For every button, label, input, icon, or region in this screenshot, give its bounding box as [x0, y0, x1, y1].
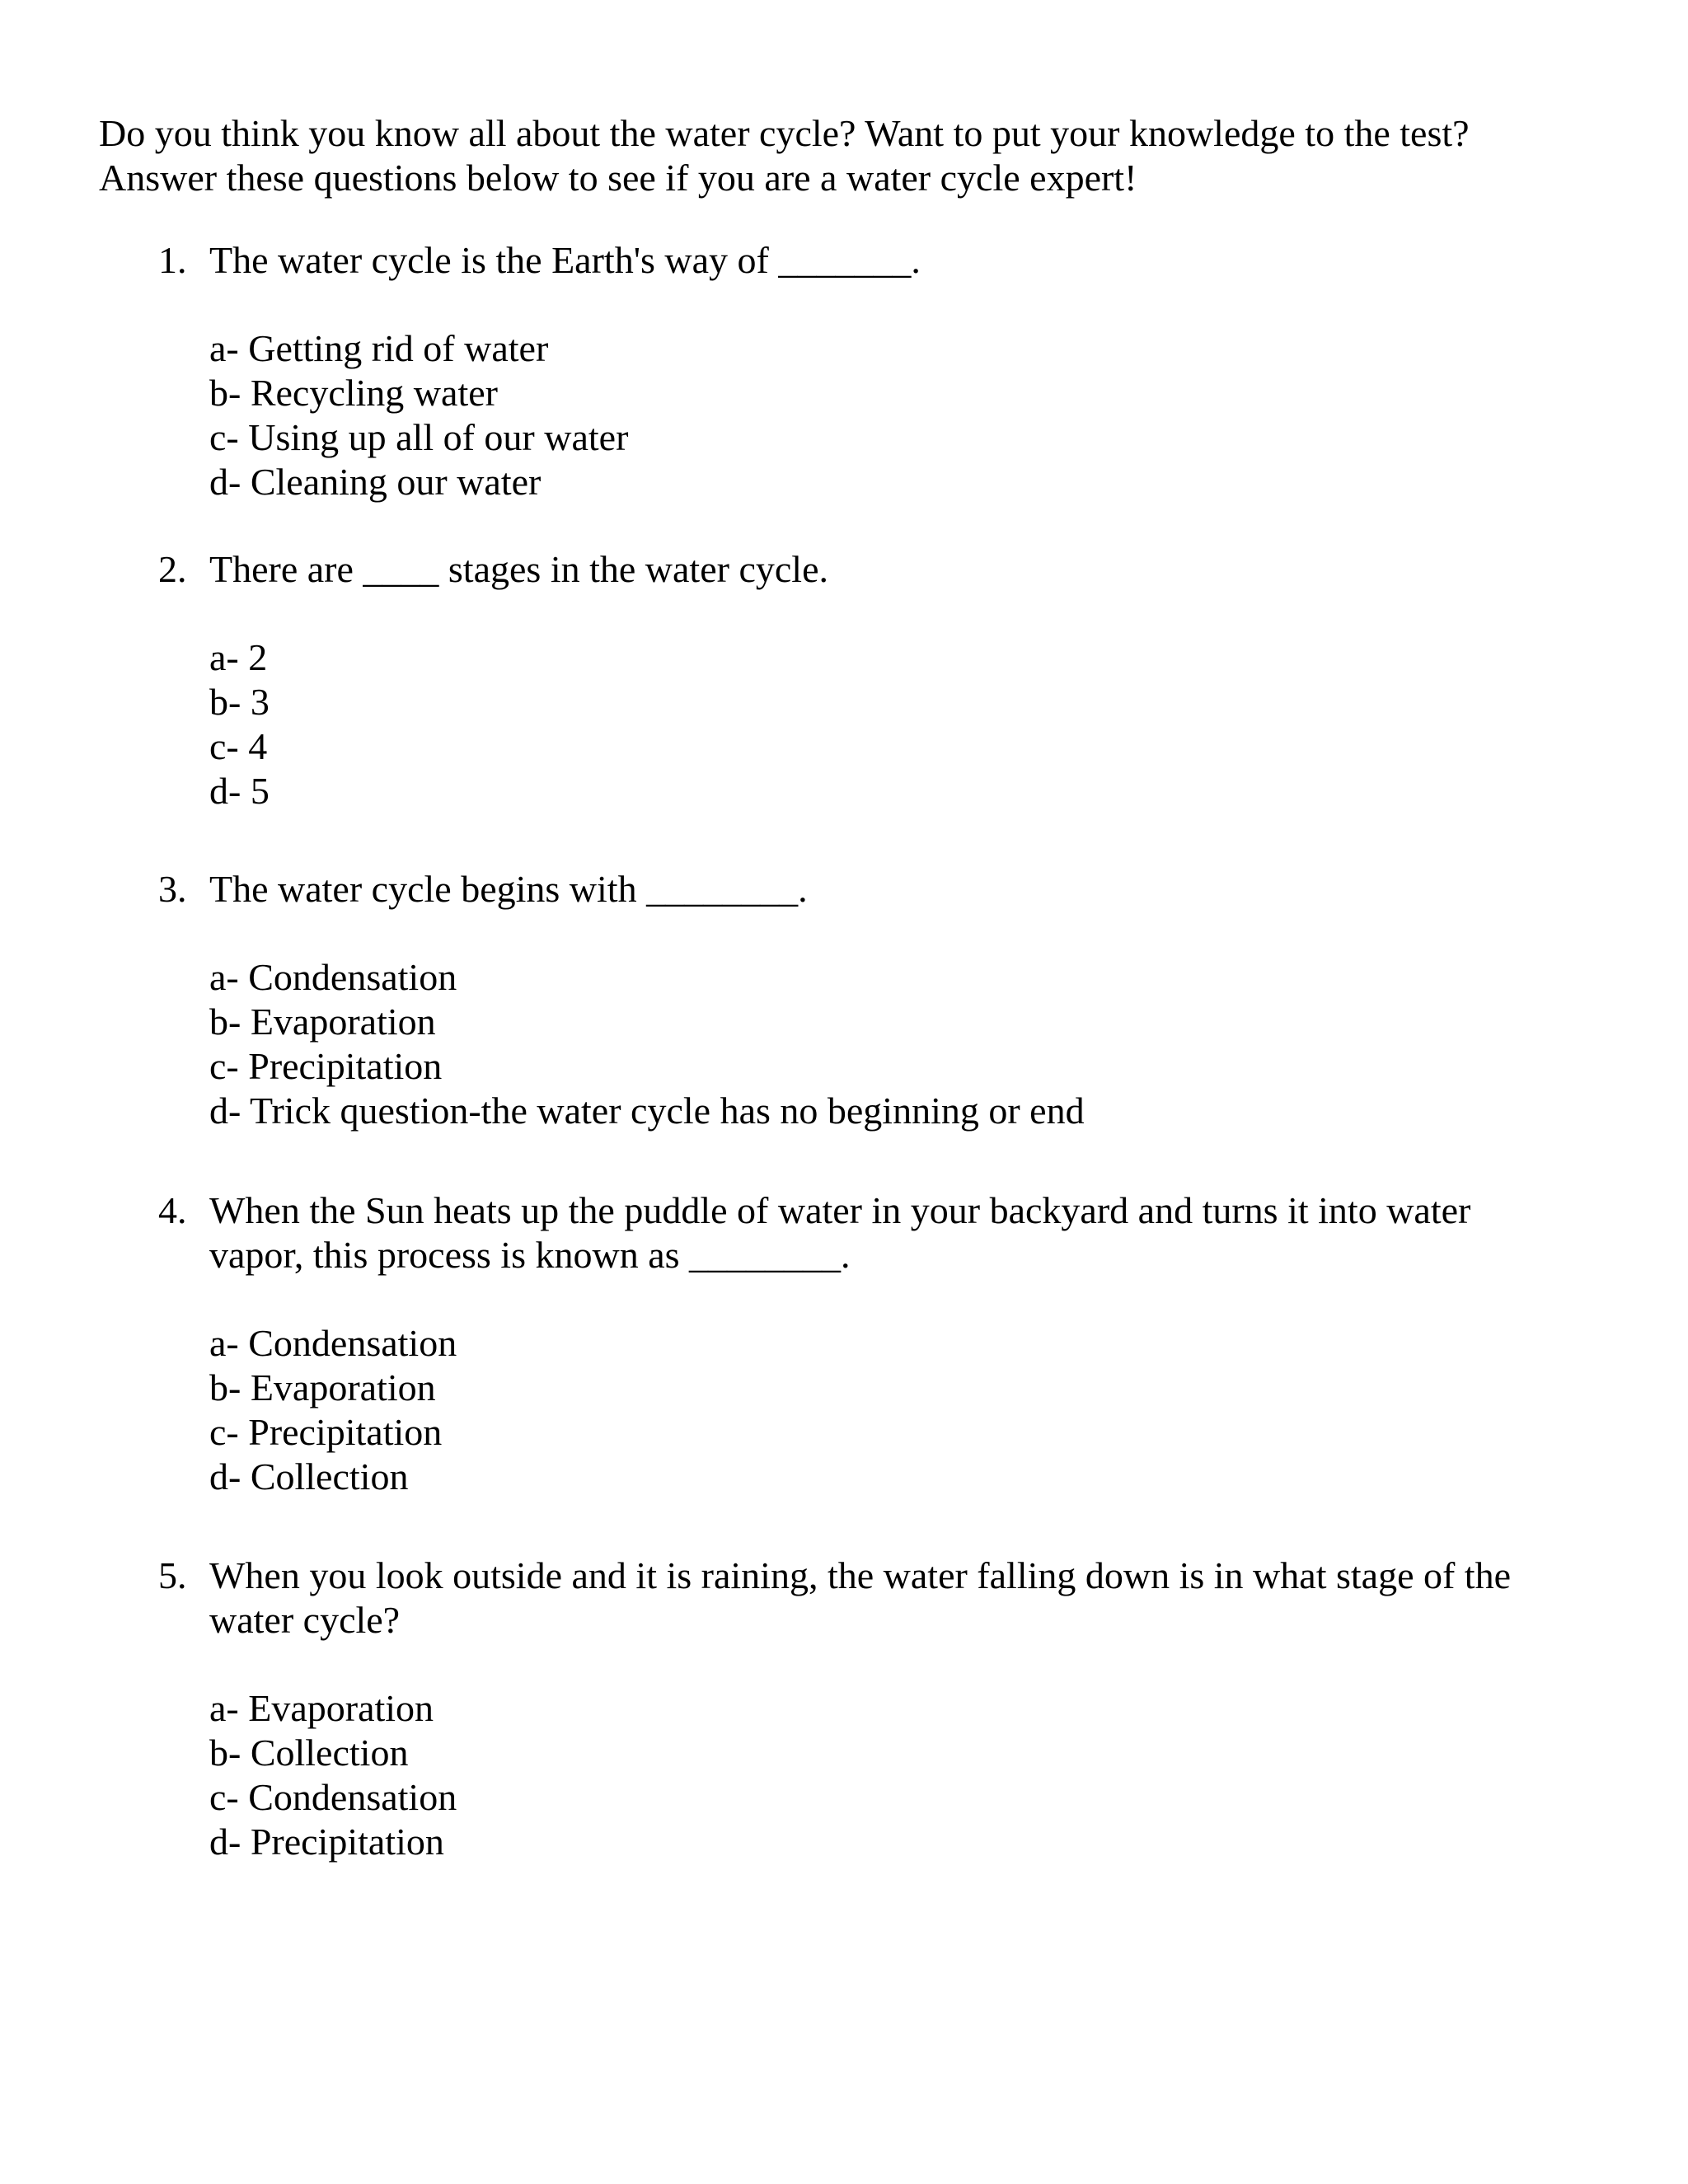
question-number: 5.	[158, 1554, 187, 1596]
question-text: When you look outside and it is raining, the water falling down is in what stage of the	[209, 1554, 1512, 1596]
answer-option: d- 5	[209, 770, 270, 812]
answer-option: b- Recycling water	[209, 372, 498, 414]
intro-line: Answer these questions below to see if you are a water cycle expert!	[99, 157, 1137, 199]
answer-option: a- 2	[209, 636, 268, 678]
answer-option: a- Condensation	[209, 1322, 457, 1364]
answer-option: a- Getting rid of water	[209, 327, 549, 369]
question-text: The water cycle is the Earth's way of _______.	[209, 239, 921, 281]
question-text: There are ____ stages in the water cycle.	[209, 548, 828, 590]
answer-option: b- Evaporation	[209, 1366, 436, 1408]
answer-option: c- Precipitation	[209, 1045, 443, 1087]
answer-option: c- Precipitation	[209, 1411, 443, 1453]
question-text: water cycle?	[209, 1599, 401, 1641]
question-number: 4.	[158, 1189, 187, 1231]
intro-text	[99, 111, 1582, 200]
answer-option: b- 3	[209, 681, 270, 723]
question-1	[158, 238, 1559, 504]
question-stem	[158, 1554, 1559, 1643]
answer-option: d- Cleaning our water	[209, 461, 542, 503]
answer-option: d- Trick question-the water cycle has no beginning or end	[209, 1090, 1085, 1132]
answer-options	[158, 1686, 1559, 1864]
intro-line: Do you think you know all about the water cycle? Want to put your knowledge to the test?	[99, 112, 1470, 154]
question-number: 2.	[158, 548, 187, 590]
question-text: The water cycle begins with ________.	[209, 868, 808, 910]
answer-option: a- Evaporation	[209, 1687, 434, 1729]
question-stem	[158, 238, 1559, 283]
question-text: When the Sun heats up the puddle of water in your backyard and turns it into water	[209, 1189, 1471, 1231]
answer-options	[158, 1321, 1559, 1499]
answer-options	[158, 635, 1559, 813]
answer-option: a- Condensation	[209, 956, 457, 998]
answer-option: c- 4	[209, 725, 268, 767]
question-4	[158, 1188, 1559, 1499]
answer-options	[158, 955, 1559, 1133]
question-number: 1.	[158, 239, 187, 281]
answer-option: b- Collection	[209, 1732, 409, 1774]
question-stem	[158, 867, 1559, 912]
answer-option: b- Evaporation	[209, 1001, 436, 1043]
question-stem	[158, 1188, 1559, 1277]
question-3	[158, 867, 1559, 1133]
question-2	[158, 547, 1559, 813]
question-text: vapor, this process is known as ________.	[209, 1234, 851, 1276]
answer-option: c- Condensation	[209, 1776, 457, 1818]
question-stem	[158, 547, 1559, 592]
answer-option: c- Using up all of our water	[209, 416, 629, 458]
question-5	[158, 1554, 1559, 1864]
answer-option: d- Collection	[209, 1455, 409, 1497]
question-number: 3.	[158, 868, 187, 910]
answer-option: d- Precipitation	[209, 1821, 444, 1863]
answer-options	[158, 326, 1559, 504]
